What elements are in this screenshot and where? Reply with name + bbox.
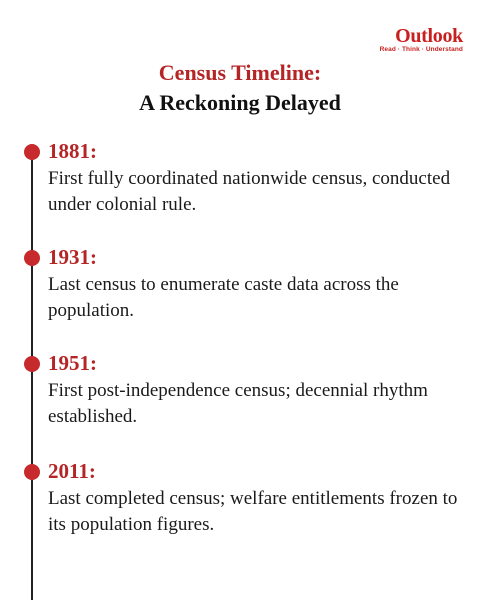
timeline-dot (24, 464, 40, 480)
logo-name: Outlook (395, 25, 463, 47)
timeline-dot (24, 250, 40, 266)
timeline-line (31, 146, 33, 600)
event-year: 1881: (48, 139, 97, 163)
timeline-dot (24, 356, 40, 372)
event-year: 2011: (48, 459, 96, 483)
page-subtitle: A Reckoning Delayed (139, 90, 341, 115)
event-description: First fully coordinated nationwide census, conducted under colonial rule. (48, 168, 451, 215)
event-description: First post-independence census; decennial rhythm established. (48, 380, 428, 427)
event-year: 1951: (48, 351, 97, 375)
page-title: Census Timeline: (158, 60, 322, 85)
event-description: Last completed census; welfare entitlements frozen to its population figures. (48, 488, 458, 535)
event-year: 1931: (48, 245, 97, 269)
logo-tagline: Read · Think · Understand (379, 46, 463, 53)
outlook-logo (380, 26, 463, 54)
timeline-dot (24, 144, 40, 160)
event-description: Last census to enumerate caste data across the population. (48, 274, 399, 321)
